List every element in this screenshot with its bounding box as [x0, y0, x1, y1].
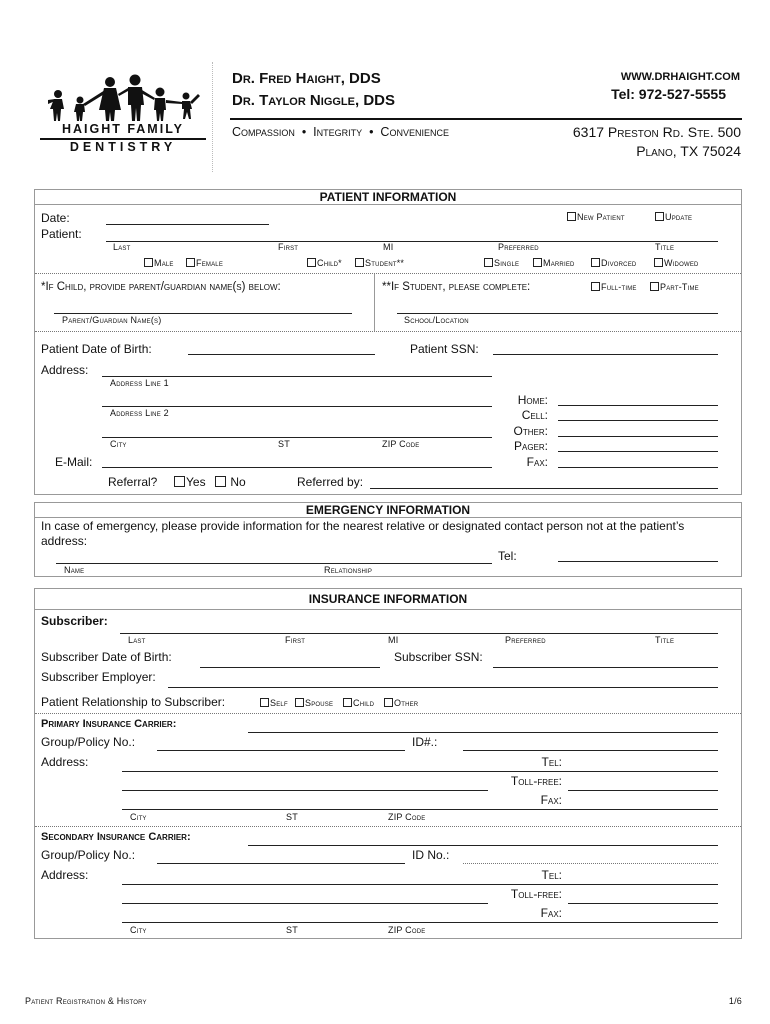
- address-label: Address:: [41, 363, 89, 377]
- update-box[interactable]: [655, 212, 664, 221]
- self-label: Self: [270, 698, 288, 708]
- widowed-label: Widowed: [664, 258, 699, 268]
- cell-phone-field[interactable]: [558, 420, 718, 421]
- divorced-box[interactable]: [591, 258, 600, 267]
- address-line-2-field[interactable]: [102, 406, 492, 407]
- address-line-2-caption: Address Line 2: [110, 408, 169, 418]
- secondary-tollfree-label: Toll-free:: [510, 887, 562, 901]
- child-rel-label: Child: [353, 698, 375, 708]
- secondary-group-label: Group/Policy No.:: [41, 848, 136, 862]
- sub-employer-label: Subscriber Employer:: [41, 670, 156, 684]
- married-checkbox[interactable]: [533, 258, 575, 268]
- doctor-name-1: Dr. Fred Haight, DDS: [232, 70, 381, 87]
- fax-label: Fax:: [526, 455, 548, 469]
- child-rel-box[interactable]: [343, 698, 352, 707]
- address-line-1-caption: Address Line 1: [110, 378, 169, 388]
- emergency-tel-label: Tel:: [498, 549, 517, 563]
- emergency-tel-field[interactable]: [558, 561, 718, 562]
- name-mi-caption: MI: [383, 242, 394, 252]
- sub-employer-field[interactable]: [168, 687, 718, 688]
- child-box[interactable]: [307, 258, 316, 267]
- address-line-1-field[interactable]: [102, 376, 492, 377]
- dob-field[interactable]: [188, 354, 375, 355]
- patient-information-title: PATIENT INFORMATION: [35, 190, 741, 205]
- zip-caption: ZIP Code: [382, 439, 420, 449]
- primary-address-line-2[interactable]: [122, 790, 488, 791]
- secondary-address-label: Address:: [41, 868, 89, 882]
- sub-preferred-caption: Preferred: [505, 635, 546, 645]
- referral-no-box[interactable]: [215, 476, 226, 487]
- secondary-tel-label: Tel:: [541, 868, 562, 882]
- single-box[interactable]: [484, 258, 493, 267]
- divorced-checkbox[interactable]: [591, 258, 636, 268]
- patient-label: Patient:: [41, 227, 82, 241]
- primary-fax-label: Fax:: [540, 793, 562, 807]
- school-field[interactable]: [397, 313, 718, 314]
- divider-secondary: [35, 826, 741, 827]
- home-phone-label: Home:: [517, 393, 548, 407]
- widowed-box[interactable]: [654, 258, 663, 267]
- single-checkbox[interactable]: [484, 258, 519, 268]
- update-label: Update: [665, 212, 693, 222]
- phone-number: Tel: 972-527-5555: [611, 86, 726, 102]
- sub-dob-field[interactable]: [200, 667, 380, 668]
- secondary-city-caption: City: [130, 925, 147, 935]
- insurance-information-title: INSURANCE INFORMATION: [35, 589, 741, 610]
- child-note: *If Child, provide parent/guardian name(s) below:: [41, 281, 281, 293]
- relationship-spouse-checkbox[interactable]: [295, 698, 333, 708]
- logo-text-2: DENTISTRY: [69, 140, 177, 154]
- full-time-label: Full-time: [601, 282, 637, 292]
- other-rel-box[interactable]: [384, 698, 393, 707]
- name-last-caption: Last: [113, 242, 131, 252]
- name-first-caption: First: [278, 242, 299, 252]
- part-time-box[interactable]: [650, 282, 659, 291]
- sub-ssn-label: Subscriber SSN:: [394, 650, 483, 664]
- sub-mi-caption: MI: [388, 635, 399, 645]
- sub-ssn-field[interactable]: [493, 667, 718, 668]
- secondary-id-label: ID No.:: [412, 848, 450, 862]
- married-box[interactable]: [533, 258, 542, 267]
- primary-group-field[interactable]: [157, 750, 405, 751]
- divider-primary: [35, 713, 741, 714]
- self-box[interactable]: [260, 698, 269, 707]
- secondary-address-line-1[interactable]: [122, 884, 718, 885]
- primary-city-caption: City: [130, 812, 147, 822]
- logo-text-1: HAIGHT FAMILY: [61, 122, 185, 136]
- divider-child-note: [35, 273, 741, 274]
- primary-group-label: Group/Policy No.:: [41, 735, 136, 749]
- referral-yes-label: Yes: [186, 475, 206, 489]
- primary-tollfree-label: Toll-free:: [510, 774, 562, 788]
- name-preferred-caption: Preferred: [498, 242, 539, 252]
- header-rule: [230, 118, 742, 120]
- other-phone-field[interactable]: [558, 436, 718, 437]
- primary-tel-label: Tel:: [541, 755, 562, 769]
- footer-page-number: 1/6: [728, 996, 742, 1006]
- male-checkbox[interactable]: [144, 258, 174, 268]
- single-label: Single: [494, 258, 520, 268]
- primary-address-label: Address:: [41, 755, 89, 769]
- primary-id-label: ID#.:: [412, 735, 438, 749]
- female-box[interactable]: [186, 258, 195, 267]
- other-phone-label: Other:: [513, 424, 548, 438]
- referral-no-label: No: [230, 475, 246, 489]
- male-label: Male: [154, 258, 174, 268]
- dob-label: Patient Date of Birth:: [41, 342, 152, 356]
- full-time-box[interactable]: [591, 282, 600, 291]
- address-line-1: 6317 Preston Rd. Ste. 500: [572, 124, 741, 140]
- married-label: Married: [543, 258, 575, 268]
- female-label: Female: [196, 258, 224, 268]
- secondary-group-field[interactable]: [157, 863, 405, 864]
- referral-yes-checkbox[interactable]: [174, 475, 206, 489]
- pager-label: Pager:: [513, 439, 548, 453]
- home-phone-field[interactable]: [558, 405, 718, 406]
- tagline-compassion: Compassion: [232, 125, 295, 139]
- doctor-name-2: Dr. Taylor Niggle, DDS: [232, 92, 395, 109]
- student-box[interactable]: [355, 258, 364, 267]
- child-checkbox[interactable]: [307, 258, 342, 268]
- emergency-information-title: EMERGENCY INFORMATION: [35, 503, 741, 518]
- note-vertical-divider: [374, 274, 375, 332]
- student-label: Student**: [365, 258, 405, 268]
- sub-title-caption: Title: [655, 635, 675, 645]
- city-state-zip-field[interactable]: [102, 437, 492, 438]
- tagline-integrity: Integrity: [313, 125, 363, 139]
- subscriber-label: Subscriber:: [41, 614, 108, 628]
- name-title-caption: Title: [655, 242, 675, 252]
- secondary-address-line-2[interactable]: [122, 903, 488, 904]
- relationship-self-checkbox[interactable]: [260, 698, 288, 708]
- part-time-label: Part-Time: [660, 282, 699, 292]
- primary-carrier-heading: Primary Insurance Carrier:: [41, 718, 177, 730]
- primary-city-field[interactable]: [122, 809, 718, 810]
- email-field[interactable]: [102, 467, 492, 468]
- logo-vertical-divider: [212, 62, 213, 172]
- divorced-label: Divorced: [601, 258, 637, 268]
- practice-logo: [38, 72, 208, 154]
- relationship-other-checkbox[interactable]: [384, 698, 418, 708]
- patient-name-field[interactable]: [106, 241, 718, 242]
- emergency-relationship-caption: Relationship: [324, 565, 373, 575]
- divider-dob: [35, 331, 741, 332]
- part-time-checkbox[interactable]: [650, 282, 699, 292]
- website-link[interactable]: WWW.DRHAIGHT.COM: [620, 71, 740, 83]
- student-checkbox[interactable]: [355, 258, 404, 268]
- student-note: **If Student, please complete:: [382, 281, 531, 293]
- referral-no-checkbox[interactable]: [215, 475, 246, 489]
- child-label: Child*: [317, 258, 342, 268]
- date-field[interactable]: [106, 224, 269, 225]
- sub-dob-label: Subscriber Date of Birth:: [41, 650, 172, 664]
- secondary-id-field[interactable]: [463, 863, 718, 864]
- date-label: Date:: [41, 211, 70, 225]
- referred-by-label: Referred by:: [297, 475, 364, 489]
- family-silhouette-icon: [38, 72, 208, 122]
- pager-field[interactable]: [558, 451, 718, 452]
- spouse-box[interactable]: [295, 698, 304, 707]
- school-caption: School/Location: [404, 315, 469, 325]
- secondary-zip-caption: ZIP Code: [388, 925, 426, 935]
- widowed-checkbox[interactable]: [654, 258, 699, 268]
- relationship-label: Patient Relationship to Subscriber:: [41, 695, 226, 709]
- male-box[interactable]: [144, 258, 153, 267]
- emergency-name-caption: Name: [64, 565, 85, 575]
- primary-zip-caption: ZIP Code: [388, 812, 426, 822]
- new-patient-checkbox[interactable]: [567, 212, 625, 222]
- full-time-checkbox[interactable]: [591, 282, 637, 292]
- tagline-convenience: Convenience: [380, 125, 449, 139]
- address-line-2: Plano, TX 75024: [636, 143, 741, 159]
- referral-yes-box[interactable]: [174, 476, 185, 487]
- fax-field[interactable]: [558, 467, 718, 468]
- spouse-label: Spouse: [305, 698, 334, 708]
- email-label: E-Mail:: [55, 455, 93, 469]
- new-patient-box[interactable]: [567, 212, 576, 221]
- secondary-carrier-field[interactable]: [248, 845, 718, 846]
- secondary-fax-label: Fax:: [540, 906, 562, 920]
- new-patient-label: New Patient: [577, 212, 625, 222]
- secondary-st-caption: ST: [286, 925, 298, 935]
- ssn-field[interactable]: [493, 354, 718, 355]
- other-rel-label: Other: [394, 698, 419, 708]
- secondary-tollfree-field[interactable]: [568, 903, 718, 904]
- secondary-city-field[interactable]: [122, 922, 718, 923]
- secondary-carrier-heading: Secondary Insurance Carrier:: [41, 831, 191, 843]
- emergency-name-field[interactable]: [56, 563, 492, 564]
- tagline: Compassion • Integrity • Convenience: [232, 125, 449, 139]
- relationship-child-checkbox[interactable]: [343, 698, 374, 708]
- city-caption: City: [110, 439, 127, 449]
- parent-names-caption: Parent/Guardian Name(s): [62, 315, 162, 325]
- ssn-label: Patient SSN:: [410, 342, 479, 356]
- primary-st-caption: ST: [286, 812, 298, 822]
- female-checkbox[interactable]: [186, 258, 223, 268]
- sub-last-caption: Last: [128, 635, 146, 645]
- referred-by-field[interactable]: [370, 488, 718, 489]
- sub-first-caption: First: [285, 635, 306, 645]
- footer-form-title: Patient Registration & History: [25, 996, 147, 1006]
- primary-address-line-1[interactable]: [122, 771, 718, 772]
- primary-carrier-field[interactable]: [248, 732, 718, 733]
- primary-tollfree-field[interactable]: [568, 790, 718, 791]
- referral-label: Referral?: [108, 475, 158, 489]
- primary-id-field[interactable]: [463, 750, 718, 751]
- st-caption: ST: [278, 439, 290, 449]
- update-checkbox[interactable]: [655, 212, 692, 222]
- emergency-instructions: In case of emergency, please provide information for the nearest relative or designated contact person not at the patient’s address:: [41, 519, 685, 548]
- subscriber-name-field[interactable]: [120, 633, 718, 634]
- cell-phone-label: Cell:: [521, 408, 548, 422]
- parent-name-field[interactable]: [54, 313, 352, 314]
